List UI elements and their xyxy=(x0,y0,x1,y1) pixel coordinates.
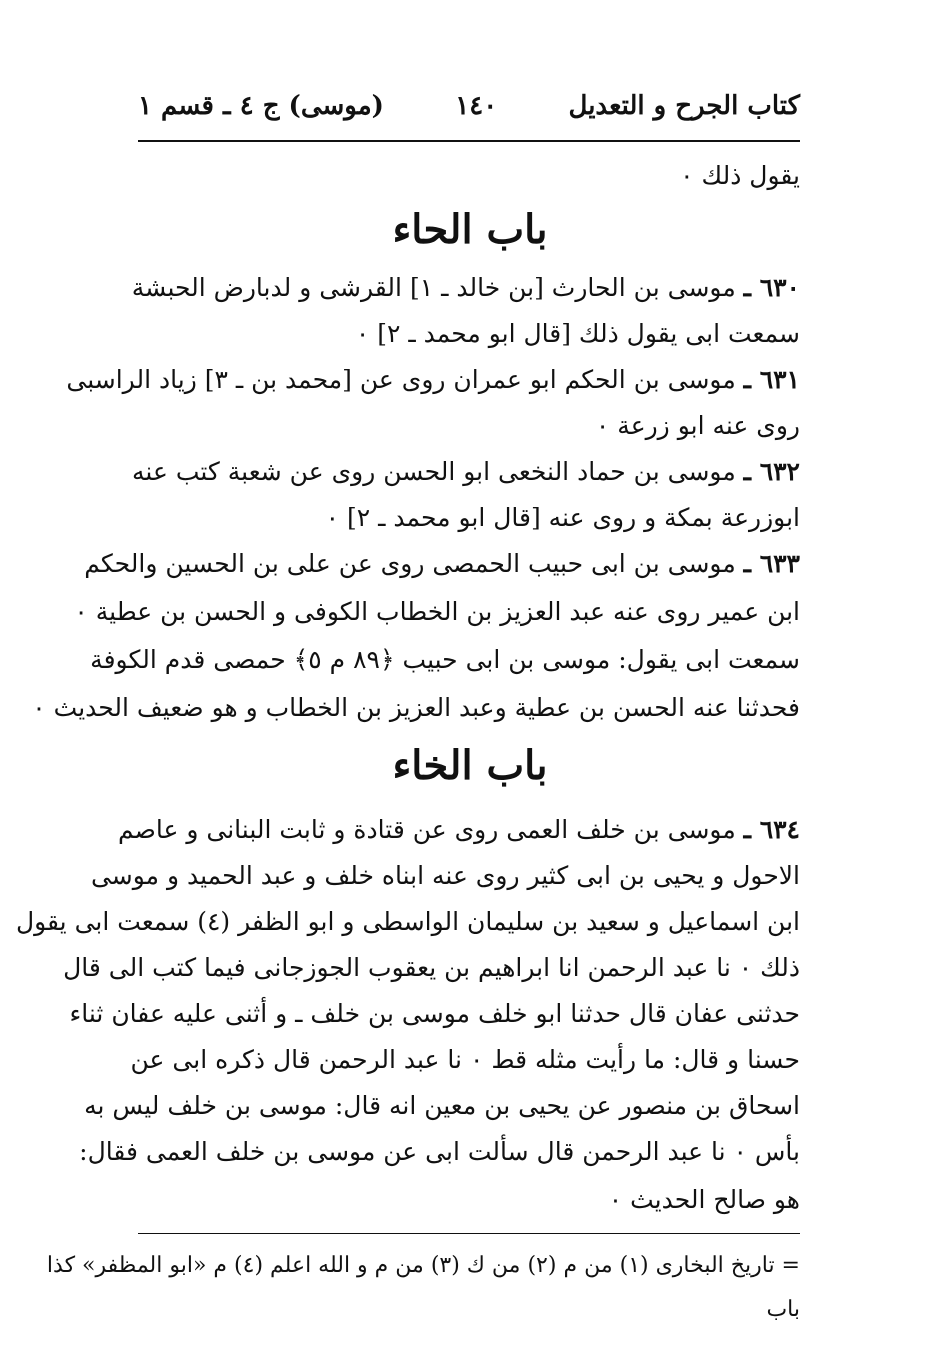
entry-634-line-1 xyxy=(118,812,800,848)
book-title: كتاب الجرح و التعديل xyxy=(568,91,800,121)
entry-633-line-4: فحدثنا عنه الحسن بن عطية وعبد العزيز بن الخطاب و هو ضعيف الحديث ٠ xyxy=(32,693,800,722)
entry-text: موسى بن ابى حبيب الحمصى روى عن على بن الحسين والحكم xyxy=(84,549,736,578)
entry-634-line-6: حسنا و قال: ما رأيت مثله قط ٠ نا عبد الرحمن قال ذكره ابى عن xyxy=(130,1045,800,1074)
page-number: ١٤٠ xyxy=(455,91,498,121)
chapter-heading-haa: باب الحاء xyxy=(392,206,548,253)
entry-text: موسى بن خلف العمى روى عن قتادة و ثابت البنانى و عاصم xyxy=(118,815,736,844)
entry-634-line-3: ابن اسماعيل و سعيد بن سليمان الواسطى و ابو الظفر (٤) سمعت ابى يقول xyxy=(15,907,800,936)
entry-number: ٦٣٢ ـ xyxy=(743,457,800,486)
chapter-heading-khaa: باب الخاء xyxy=(392,742,548,789)
entry-630-line-1 xyxy=(131,270,800,306)
footnote-line-2: باب xyxy=(766,1297,800,1322)
footnote-divider xyxy=(138,1233,800,1234)
entry-633-line-3: سمعت ابى يقول: موسى بن ابى حبيب ﴿٨٩ م ٥﴾ حمصى قدم الكوفة xyxy=(90,645,800,674)
entry-630-line-2: سمعت ابى يقول ذلك [قال ابو محمد ـ ٢] ٠ xyxy=(355,319,800,348)
section-label: (موسى) ج ٤ ـ قسم ١ xyxy=(138,91,384,121)
entry-text: موسى بن الحارث [بن خالد ـ ١] القرشى و لدبارض الحبشة xyxy=(131,273,736,302)
entry-631-line-2: روى عنه ابو زرعة ٠ xyxy=(595,411,800,440)
entry-634-line-2: الاحول و يحيى بن ابى كثير روى عنه ابناه خلف و عبد الحميد و موسى xyxy=(90,861,800,890)
entry-631-line-1 xyxy=(66,362,800,398)
entry-633-line-2: ابن عمير روى عنه عبد العزيز بن الخطاب الكوفى و الحسن بن عطية ٠ xyxy=(74,597,800,626)
entry-number: ٦٣٣ ـ xyxy=(743,549,800,578)
entry-number: ٦٣١ ـ xyxy=(743,365,800,394)
header-divider xyxy=(138,140,800,142)
entry-text: موسى بن حماد النخعى ابو الحسن روى عن شعبة كتب عنه xyxy=(132,457,736,486)
entry-632-line-2: ابوزرعة بمكة و روى عنه [قال ابو محمد ـ ٢] ٠ xyxy=(325,503,800,532)
entry-634-line-8: بأس ٠ نا عبد الرحمن قال سألت ابى عن موسى بن خلف العمى فقال: xyxy=(79,1137,800,1166)
entry-632-line-1 xyxy=(132,454,800,490)
continuation-text: يقول ذلك ٠ xyxy=(680,161,800,190)
footnote-line-1: = تاريخ البخارى (١) من م (٢) من ك (٣) من م و الله اعلم (٤) م «ابو المظفر» كذا xyxy=(46,1253,800,1278)
entry-634-line-7: اسحاق بن منصور عن يحيى بن معين انه قال: موسى بن خلف ليس به xyxy=(84,1091,800,1120)
entry-634-line-9: هو صالح الحديث ٠ xyxy=(608,1185,800,1214)
entry-633-line-1 xyxy=(84,546,800,582)
page-header xyxy=(138,82,800,130)
entry-634-line-5: حدثنى عفان قال حدثنا ابو خلف موسى بن خلف ـ و أثنى عليه عفان ثناء xyxy=(69,999,800,1028)
entry-634-line-4: ذلك ٠ نا عبد الرحمن انا ابراهيم بن يعقوب الجوزجانى فيما كتب الى قال xyxy=(63,953,800,982)
entry-number: ٦٣٠ ـ xyxy=(743,273,800,302)
entry-number: ٦٣٤ ـ xyxy=(743,815,800,844)
entry-text: موسى بن الحكم ابو عمران روى عن [محمد بن ـ ٣] زياد الراسبى xyxy=(66,365,736,394)
